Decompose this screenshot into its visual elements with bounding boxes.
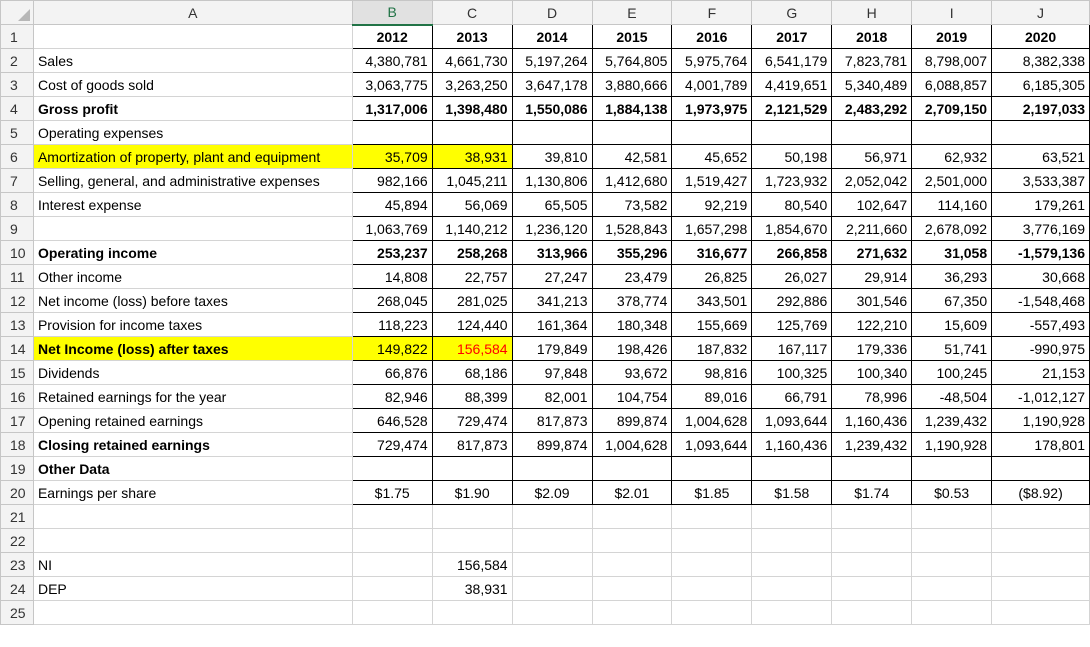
row-header[interactable]: 16 xyxy=(1,385,34,409)
value-cell[interactable]: 93,672 xyxy=(592,361,672,385)
value-cell[interactable]: 2,121,529 xyxy=(752,97,832,121)
cell[interactable] xyxy=(33,601,352,625)
value-cell[interactable]: $1.90 xyxy=(432,481,512,505)
value-cell[interactable]: 4,380,781 xyxy=(352,49,432,73)
value-cell[interactable]: 125,769 xyxy=(752,313,832,337)
column-header-f[interactable]: F xyxy=(672,1,752,25)
row-header[interactable]: 19 xyxy=(1,457,34,481)
row-header[interactable]: 22 xyxy=(1,529,34,553)
value-cell[interactable]: 30,668 xyxy=(992,265,1090,289)
row-header[interactable]: 24 xyxy=(1,577,34,601)
value-cell[interactable]: 88,399 xyxy=(432,385,512,409)
value-cell[interactable] xyxy=(592,121,672,145)
column-header-a[interactable]: A xyxy=(33,1,352,25)
value-cell[interactable]: 3,263,250 xyxy=(432,73,512,97)
value-cell[interactable]: 68,186 xyxy=(432,361,512,385)
row-label[interactable]: Net Income (loss) after taxes xyxy=(33,337,352,361)
value-cell[interactable] xyxy=(512,121,592,145)
cell[interactable] xyxy=(352,577,432,601)
year-header-cell[interactable]: 2017 xyxy=(752,25,832,49)
cell[interactable] xyxy=(752,553,832,577)
value-cell[interactable]: 39,810 xyxy=(512,145,592,169)
value-cell[interactable]: 66,791 xyxy=(752,385,832,409)
cell[interactable] xyxy=(33,505,352,529)
value-cell[interactable]: 1,239,432 xyxy=(832,433,912,457)
value-cell[interactable]: 899,874 xyxy=(592,409,672,433)
value-cell[interactable]: 1,093,644 xyxy=(752,409,832,433)
value-cell[interactable]: 7,823,781 xyxy=(832,49,912,73)
value-cell[interactable] xyxy=(832,121,912,145)
value-cell[interactable]: 3,647,178 xyxy=(512,73,592,97)
row-header[interactable]: 21 xyxy=(1,505,34,529)
value-cell[interactable]: 35,709 xyxy=(352,145,432,169)
value-cell[interactable]: 3,533,387 xyxy=(992,169,1090,193)
value-cell[interactable] xyxy=(912,121,992,145)
value-cell[interactable]: 82,001 xyxy=(512,385,592,409)
value-cell[interactable]: 1,412,680 xyxy=(592,169,672,193)
row-header[interactable]: 20 xyxy=(1,481,34,505)
value-cell[interactable]: 100,340 xyxy=(832,361,912,385)
value-cell[interactable] xyxy=(672,121,752,145)
cell[interactable] xyxy=(352,553,432,577)
value-cell[interactable]: 21,153 xyxy=(992,361,1090,385)
value-cell[interactable]: 92,219 xyxy=(672,193,752,217)
value-cell[interactable]: 82,946 xyxy=(352,385,432,409)
value-cell[interactable]: 982,166 xyxy=(352,169,432,193)
value-cell[interactable]: 122,210 xyxy=(832,313,912,337)
value-cell[interactable]: 102,647 xyxy=(832,193,912,217)
cell[interactable] xyxy=(432,529,512,553)
value-cell[interactable]: 5,975,764 xyxy=(672,49,752,73)
cell[interactable] xyxy=(512,601,592,625)
value-cell[interactable]: 26,825 xyxy=(672,265,752,289)
row-label[interactable]: Earnings per share xyxy=(33,481,352,505)
value-cell[interactable]: 1,723,932 xyxy=(752,169,832,193)
row-label[interactable]: Opening retained earnings xyxy=(33,409,352,433)
value-cell[interactable]: 50,198 xyxy=(752,145,832,169)
row-header[interactable]: 5 xyxy=(1,121,34,145)
value-cell[interactable]: 5,340,489 xyxy=(832,73,912,97)
cell[interactable] xyxy=(592,529,672,553)
row-label[interactable]: Closing retained earnings xyxy=(33,433,352,457)
value-cell[interactable]: 8,382,338 xyxy=(992,49,1090,73)
value-cell[interactable]: ($8.92) xyxy=(992,481,1090,505)
row-header[interactable]: 12 xyxy=(1,289,34,313)
column-header-c[interactable]: C xyxy=(432,1,512,25)
value-cell[interactable]: 5,764,805 xyxy=(592,49,672,73)
value-cell[interactable]: 45,652 xyxy=(672,145,752,169)
cell[interactable] xyxy=(672,553,752,577)
value-cell[interactable]: 268,045 xyxy=(352,289,432,313)
value-cell[interactable]: 817,873 xyxy=(432,433,512,457)
value-cell[interactable]: 817,873 xyxy=(512,409,592,433)
value-cell[interactable]: 179,261 xyxy=(992,193,1090,217)
value-cell[interactable]: 1,190,928 xyxy=(912,433,992,457)
row-header[interactable]: 14 xyxy=(1,337,34,361)
cell[interactable] xyxy=(832,601,912,625)
row-label[interactable]: Other Data xyxy=(33,457,352,481)
row-header[interactable]: 23 xyxy=(1,553,34,577)
value-cell[interactable]: 899,874 xyxy=(512,433,592,457)
value-cell[interactable]: 15,609 xyxy=(912,313,992,337)
year-header-cell[interactable]: 2015 xyxy=(592,25,672,49)
value-cell[interactable]: 179,336 xyxy=(832,337,912,361)
value-cell[interactable]: $2.01 xyxy=(592,481,672,505)
ni-value[interactable]: 156,584 xyxy=(432,553,512,577)
cell[interactable] xyxy=(512,577,592,601)
value-cell[interactable]: 5,197,264 xyxy=(512,49,592,73)
value-cell[interactable]: 156,584 xyxy=(432,337,512,361)
column-header-e[interactable]: E xyxy=(592,1,672,25)
cell[interactable] xyxy=(832,553,912,577)
value-cell[interactable]: 378,774 xyxy=(592,289,672,313)
value-cell[interactable]: 45,894 xyxy=(352,193,432,217)
row-label[interactable]: Sales xyxy=(33,49,352,73)
year-header-cell[interactable]: 2012 xyxy=(352,25,432,49)
cell[interactable] xyxy=(432,601,512,625)
row-header[interactable]: 1 xyxy=(1,25,34,49)
row-header[interactable]: 15 xyxy=(1,361,34,385)
value-cell[interactable]: 100,245 xyxy=(912,361,992,385)
value-cell[interactable]: $1.85 xyxy=(672,481,752,505)
value-cell[interactable]: 89,016 xyxy=(672,385,752,409)
value-cell[interactable]: 341,213 xyxy=(512,289,592,313)
value-cell[interactable]: 124,440 xyxy=(432,313,512,337)
value-cell[interactable]: 63,521 xyxy=(992,145,1090,169)
value-cell[interactable]: 2,483,292 xyxy=(832,97,912,121)
row-label[interactable]: Amortization of property, plant and equipment xyxy=(33,145,352,169)
column-header-h[interactable]: H xyxy=(832,1,912,25)
value-cell[interactable]: 26,027 xyxy=(752,265,832,289)
value-cell[interactable]: 266,858 xyxy=(752,241,832,265)
row-header[interactable]: 18 xyxy=(1,433,34,457)
value-cell[interactable]: 292,886 xyxy=(752,289,832,313)
cell[interactable] xyxy=(752,529,832,553)
cell[interactable] xyxy=(992,601,1090,625)
value-cell[interactable]: 253,237 xyxy=(352,241,432,265)
value-cell[interactable]: 1,317,006 xyxy=(352,97,432,121)
year-header-cell[interactable]: 2019 xyxy=(912,25,992,49)
column-header-b[interactable]: B xyxy=(352,1,432,25)
value-cell[interactable]: 3,880,666 xyxy=(592,73,672,97)
year-header-cell[interactable]: 2018 xyxy=(832,25,912,49)
value-cell[interactable]: 31,058 xyxy=(912,241,992,265)
value-cell[interactable]: 66,876 xyxy=(352,361,432,385)
value-cell[interactable]: 8,798,007 xyxy=(912,49,992,73)
value-cell[interactable] xyxy=(752,457,832,481)
value-cell[interactable]: 2,052,042 xyxy=(832,169,912,193)
value-cell[interactable]: 1,093,644 xyxy=(672,433,752,457)
row-header[interactable]: 2 xyxy=(1,49,34,73)
value-cell[interactable] xyxy=(592,457,672,481)
value-cell[interactable]: 42,581 xyxy=(592,145,672,169)
value-cell[interactable]: 281,025 xyxy=(432,289,512,313)
value-cell[interactable]: 187,832 xyxy=(672,337,752,361)
value-cell[interactable]: 65,505 xyxy=(512,193,592,217)
row-label[interactable]: Provision for income taxes xyxy=(33,313,352,337)
cell[interactable] xyxy=(832,529,912,553)
value-cell[interactable]: -1,548,468 xyxy=(992,289,1090,313)
value-cell[interactable] xyxy=(832,457,912,481)
value-cell[interactable]: 313,966 xyxy=(512,241,592,265)
cell[interactable] xyxy=(752,601,832,625)
value-cell[interactable]: 27,247 xyxy=(512,265,592,289)
value-cell[interactable]: 179,849 xyxy=(512,337,592,361)
cell[interactable] xyxy=(912,529,992,553)
value-cell[interactable]: 2,197,033 xyxy=(992,97,1090,121)
value-cell[interactable]: 56,971 xyxy=(832,145,912,169)
value-cell[interactable]: 22,757 xyxy=(432,265,512,289)
dep-value[interactable]: 38,931 xyxy=(432,577,512,601)
cell[interactable] xyxy=(992,577,1090,601)
row-header[interactable]: 13 xyxy=(1,313,34,337)
value-cell[interactable]: 149,822 xyxy=(352,337,432,361)
value-cell[interactable]: 1,160,436 xyxy=(752,433,832,457)
column-header-i[interactable]: I xyxy=(912,1,992,25)
value-cell[interactable]: 178,801 xyxy=(992,433,1090,457)
year-header-cell[interactable]: 2016 xyxy=(672,25,752,49)
cell[interactable] xyxy=(592,505,672,529)
value-cell[interactable] xyxy=(512,457,592,481)
cell[interactable] xyxy=(432,505,512,529)
row-label[interactable]: Other income xyxy=(33,265,352,289)
value-cell[interactable]: 271,632 xyxy=(832,241,912,265)
value-cell[interactable]: 1,657,298 xyxy=(672,217,752,241)
value-cell[interactable]: 118,223 xyxy=(352,313,432,337)
value-cell[interactable]: 355,296 xyxy=(592,241,672,265)
year-header-cell[interactable]: 2013 xyxy=(432,25,512,49)
row-label[interactable] xyxy=(33,217,352,241)
cell[interactable] xyxy=(592,553,672,577)
value-cell[interactable]: 1,045,211 xyxy=(432,169,512,193)
value-cell[interactable]: -1,579,136 xyxy=(992,241,1090,265)
value-cell[interactable]: 3,063,775 xyxy=(352,73,432,97)
row-label[interactable]: Retained earnings for the year xyxy=(33,385,352,409)
value-cell[interactable]: 1,160,436 xyxy=(832,409,912,433)
value-cell[interactable]: 67,350 xyxy=(912,289,992,313)
value-cell[interactable]: 38,931 xyxy=(432,145,512,169)
value-cell[interactable]: 114,160 xyxy=(912,193,992,217)
row-header[interactable]: 9 xyxy=(1,217,34,241)
select-all-triangle-icon xyxy=(18,9,30,21)
value-cell[interactable]: $1.58 xyxy=(752,481,832,505)
cell[interactable] xyxy=(912,601,992,625)
row-header[interactable]: 7 xyxy=(1,169,34,193)
value-cell[interactable]: 1,063,769 xyxy=(352,217,432,241)
row-header[interactable]: 4 xyxy=(1,97,34,121)
value-cell[interactable]: 56,069 xyxy=(432,193,512,217)
value-cell[interactable] xyxy=(752,121,832,145)
value-cell[interactable]: 316,677 xyxy=(672,241,752,265)
cell[interactable] xyxy=(672,601,752,625)
cell[interactable] xyxy=(992,505,1090,529)
value-cell[interactable]: 2,501,000 xyxy=(912,169,992,193)
cell[interactable] xyxy=(352,601,432,625)
cell[interactable] xyxy=(912,553,992,577)
value-cell[interactable]: 1,854,670 xyxy=(752,217,832,241)
value-cell[interactable]: 29,914 xyxy=(832,265,912,289)
value-cell[interactable] xyxy=(432,121,512,145)
value-cell[interactable] xyxy=(432,457,512,481)
row-header[interactable]: 17 xyxy=(1,409,34,433)
value-cell[interactable]: 1,004,628 xyxy=(672,409,752,433)
value-cell[interactable]: 73,582 xyxy=(592,193,672,217)
value-cell[interactable]: 4,001,789 xyxy=(672,73,752,97)
row-header[interactable]: 3 xyxy=(1,73,34,97)
cell[interactable] xyxy=(672,577,752,601)
value-cell[interactable]: 1,528,843 xyxy=(592,217,672,241)
value-cell[interactable]: 23,479 xyxy=(592,265,672,289)
value-cell[interactable]: $1.74 xyxy=(832,481,912,505)
value-cell[interactable]: 1,973,975 xyxy=(672,97,752,121)
value-cell[interactable]: $0.53 xyxy=(912,481,992,505)
row-label[interactable]: Operating income xyxy=(33,241,352,265)
value-cell[interactable]: 161,364 xyxy=(512,313,592,337)
cell[interactable] xyxy=(33,529,352,553)
cell[interactable] xyxy=(672,505,752,529)
value-cell[interactable]: 1,398,480 xyxy=(432,97,512,121)
value-cell[interactable]: 646,528 xyxy=(352,409,432,433)
cell[interactable] xyxy=(352,529,432,553)
column-header-j[interactable]: J xyxy=(992,1,1090,25)
cell[interactable] xyxy=(672,529,752,553)
row-label[interactable]: Cost of goods sold xyxy=(33,73,352,97)
value-cell[interactable]: 98,816 xyxy=(672,361,752,385)
value-cell[interactable]: 36,293 xyxy=(912,265,992,289)
cell-a1[interactable] xyxy=(33,25,352,49)
value-cell[interactable]: 6,185,305 xyxy=(992,73,1090,97)
cell[interactable] xyxy=(752,505,832,529)
value-cell[interactable]: 1,519,427 xyxy=(672,169,752,193)
ni-label[interactable]: NI xyxy=(33,553,352,577)
value-cell[interactable]: $1.75 xyxy=(352,481,432,505)
year-header-cell[interactable]: 2014 xyxy=(512,25,592,49)
value-cell[interactable]: -557,493 xyxy=(992,313,1090,337)
value-cell[interactable]: 4,661,730 xyxy=(432,49,512,73)
value-cell[interactable]: 6,088,857 xyxy=(912,73,992,97)
value-cell[interactable]: 729,474 xyxy=(352,433,432,457)
value-cell[interactable]: 301,546 xyxy=(832,289,912,313)
value-cell[interactable]: 155,669 xyxy=(672,313,752,337)
cell[interactable] xyxy=(912,577,992,601)
value-cell[interactable]: 198,426 xyxy=(592,337,672,361)
value-cell[interactable]: 1,550,086 xyxy=(512,97,592,121)
cell[interactable] xyxy=(592,577,672,601)
value-cell[interactable]: 1,884,138 xyxy=(592,97,672,121)
row-header[interactable]: 6 xyxy=(1,145,34,169)
value-cell[interactable]: 2,678,092 xyxy=(912,217,992,241)
row-label[interactable]: Gross profit xyxy=(33,97,352,121)
row-header[interactable]: 10 xyxy=(1,241,34,265)
row-label[interactable]: Interest expense xyxy=(33,193,352,217)
value-cell[interactable]: 2,709,150 xyxy=(912,97,992,121)
row-header[interactable]: 8 xyxy=(1,193,34,217)
value-cell[interactable]: 3,776,169 xyxy=(992,217,1090,241)
row-label[interactable]: Net income (loss) before taxes xyxy=(33,289,352,313)
value-cell[interactable] xyxy=(992,121,1090,145)
dep-label[interactable]: DEP xyxy=(33,577,352,601)
value-cell[interactable]: 14,808 xyxy=(352,265,432,289)
value-cell[interactable]: 100,325 xyxy=(752,361,832,385)
cell[interactable] xyxy=(512,529,592,553)
column-header-g[interactable]: G xyxy=(752,1,832,25)
cell[interactable] xyxy=(512,553,592,577)
value-cell[interactable]: 343,501 xyxy=(672,289,752,313)
value-cell[interactable]: 1,004,628 xyxy=(592,433,672,457)
cell[interactable] xyxy=(832,577,912,601)
row-header[interactable]: 11 xyxy=(1,265,34,289)
value-cell[interactable]: -990,975 xyxy=(992,337,1090,361)
value-cell[interactable] xyxy=(672,457,752,481)
value-cell[interactable]: -1,012,127 xyxy=(992,385,1090,409)
value-cell[interactable]: 80,540 xyxy=(752,193,832,217)
cell[interactable] xyxy=(512,505,592,529)
value-cell[interactable]: 2,211,660 xyxy=(832,217,912,241)
cell[interactable] xyxy=(592,601,672,625)
value-cell[interactable]: 258,268 xyxy=(432,241,512,265)
value-cell[interactable]: 97,848 xyxy=(512,361,592,385)
row-label[interactable]: Selling, general, and administrative expenses xyxy=(33,169,352,193)
cell[interactable] xyxy=(992,553,1090,577)
cell[interactable] xyxy=(992,529,1090,553)
value-cell[interactable]: 1,239,432 xyxy=(912,409,992,433)
value-cell[interactable]: -48,504 xyxy=(912,385,992,409)
value-cell[interactable]: 62,932 xyxy=(912,145,992,169)
value-cell[interactable]: 1,130,806 xyxy=(512,169,592,193)
value-cell[interactable]: 1,140,212 xyxy=(432,217,512,241)
row-label[interactable]: Operating expenses xyxy=(33,121,352,145)
cell[interactable] xyxy=(912,505,992,529)
value-cell[interactable] xyxy=(912,457,992,481)
select-all-corner[interactable] xyxy=(1,1,34,25)
value-cell[interactable]: 180,348 xyxy=(592,313,672,337)
value-cell[interactable]: 4,419,651 xyxy=(752,73,832,97)
value-cell[interactable]: $2.09 xyxy=(512,481,592,505)
value-cell[interactable]: 167,117 xyxy=(752,337,832,361)
value-cell[interactable]: 729,474 xyxy=(432,409,512,433)
value-cell[interactable]: 1,190,928 xyxy=(992,409,1090,433)
value-cell[interactable]: 6,541,179 xyxy=(752,49,832,73)
row-label[interactable]: Dividends xyxy=(33,361,352,385)
value-cell[interactable]: 104,754 xyxy=(592,385,672,409)
year-header-cell[interactable]: 2020 xyxy=(992,25,1090,49)
value-cell[interactable] xyxy=(352,121,432,145)
cell[interactable] xyxy=(352,505,432,529)
cell[interactable] xyxy=(752,577,832,601)
value-cell[interactable]: 78,996 xyxy=(832,385,912,409)
cell[interactable] xyxy=(832,505,912,529)
value-cell[interactable]: 1,236,120 xyxy=(512,217,592,241)
row-header[interactable]: 25 xyxy=(1,601,34,625)
column-header-d[interactable]: D xyxy=(512,1,592,25)
value-cell[interactable] xyxy=(992,457,1090,481)
value-cell[interactable] xyxy=(352,457,432,481)
value-cell[interactable]: 51,741 xyxy=(912,337,992,361)
